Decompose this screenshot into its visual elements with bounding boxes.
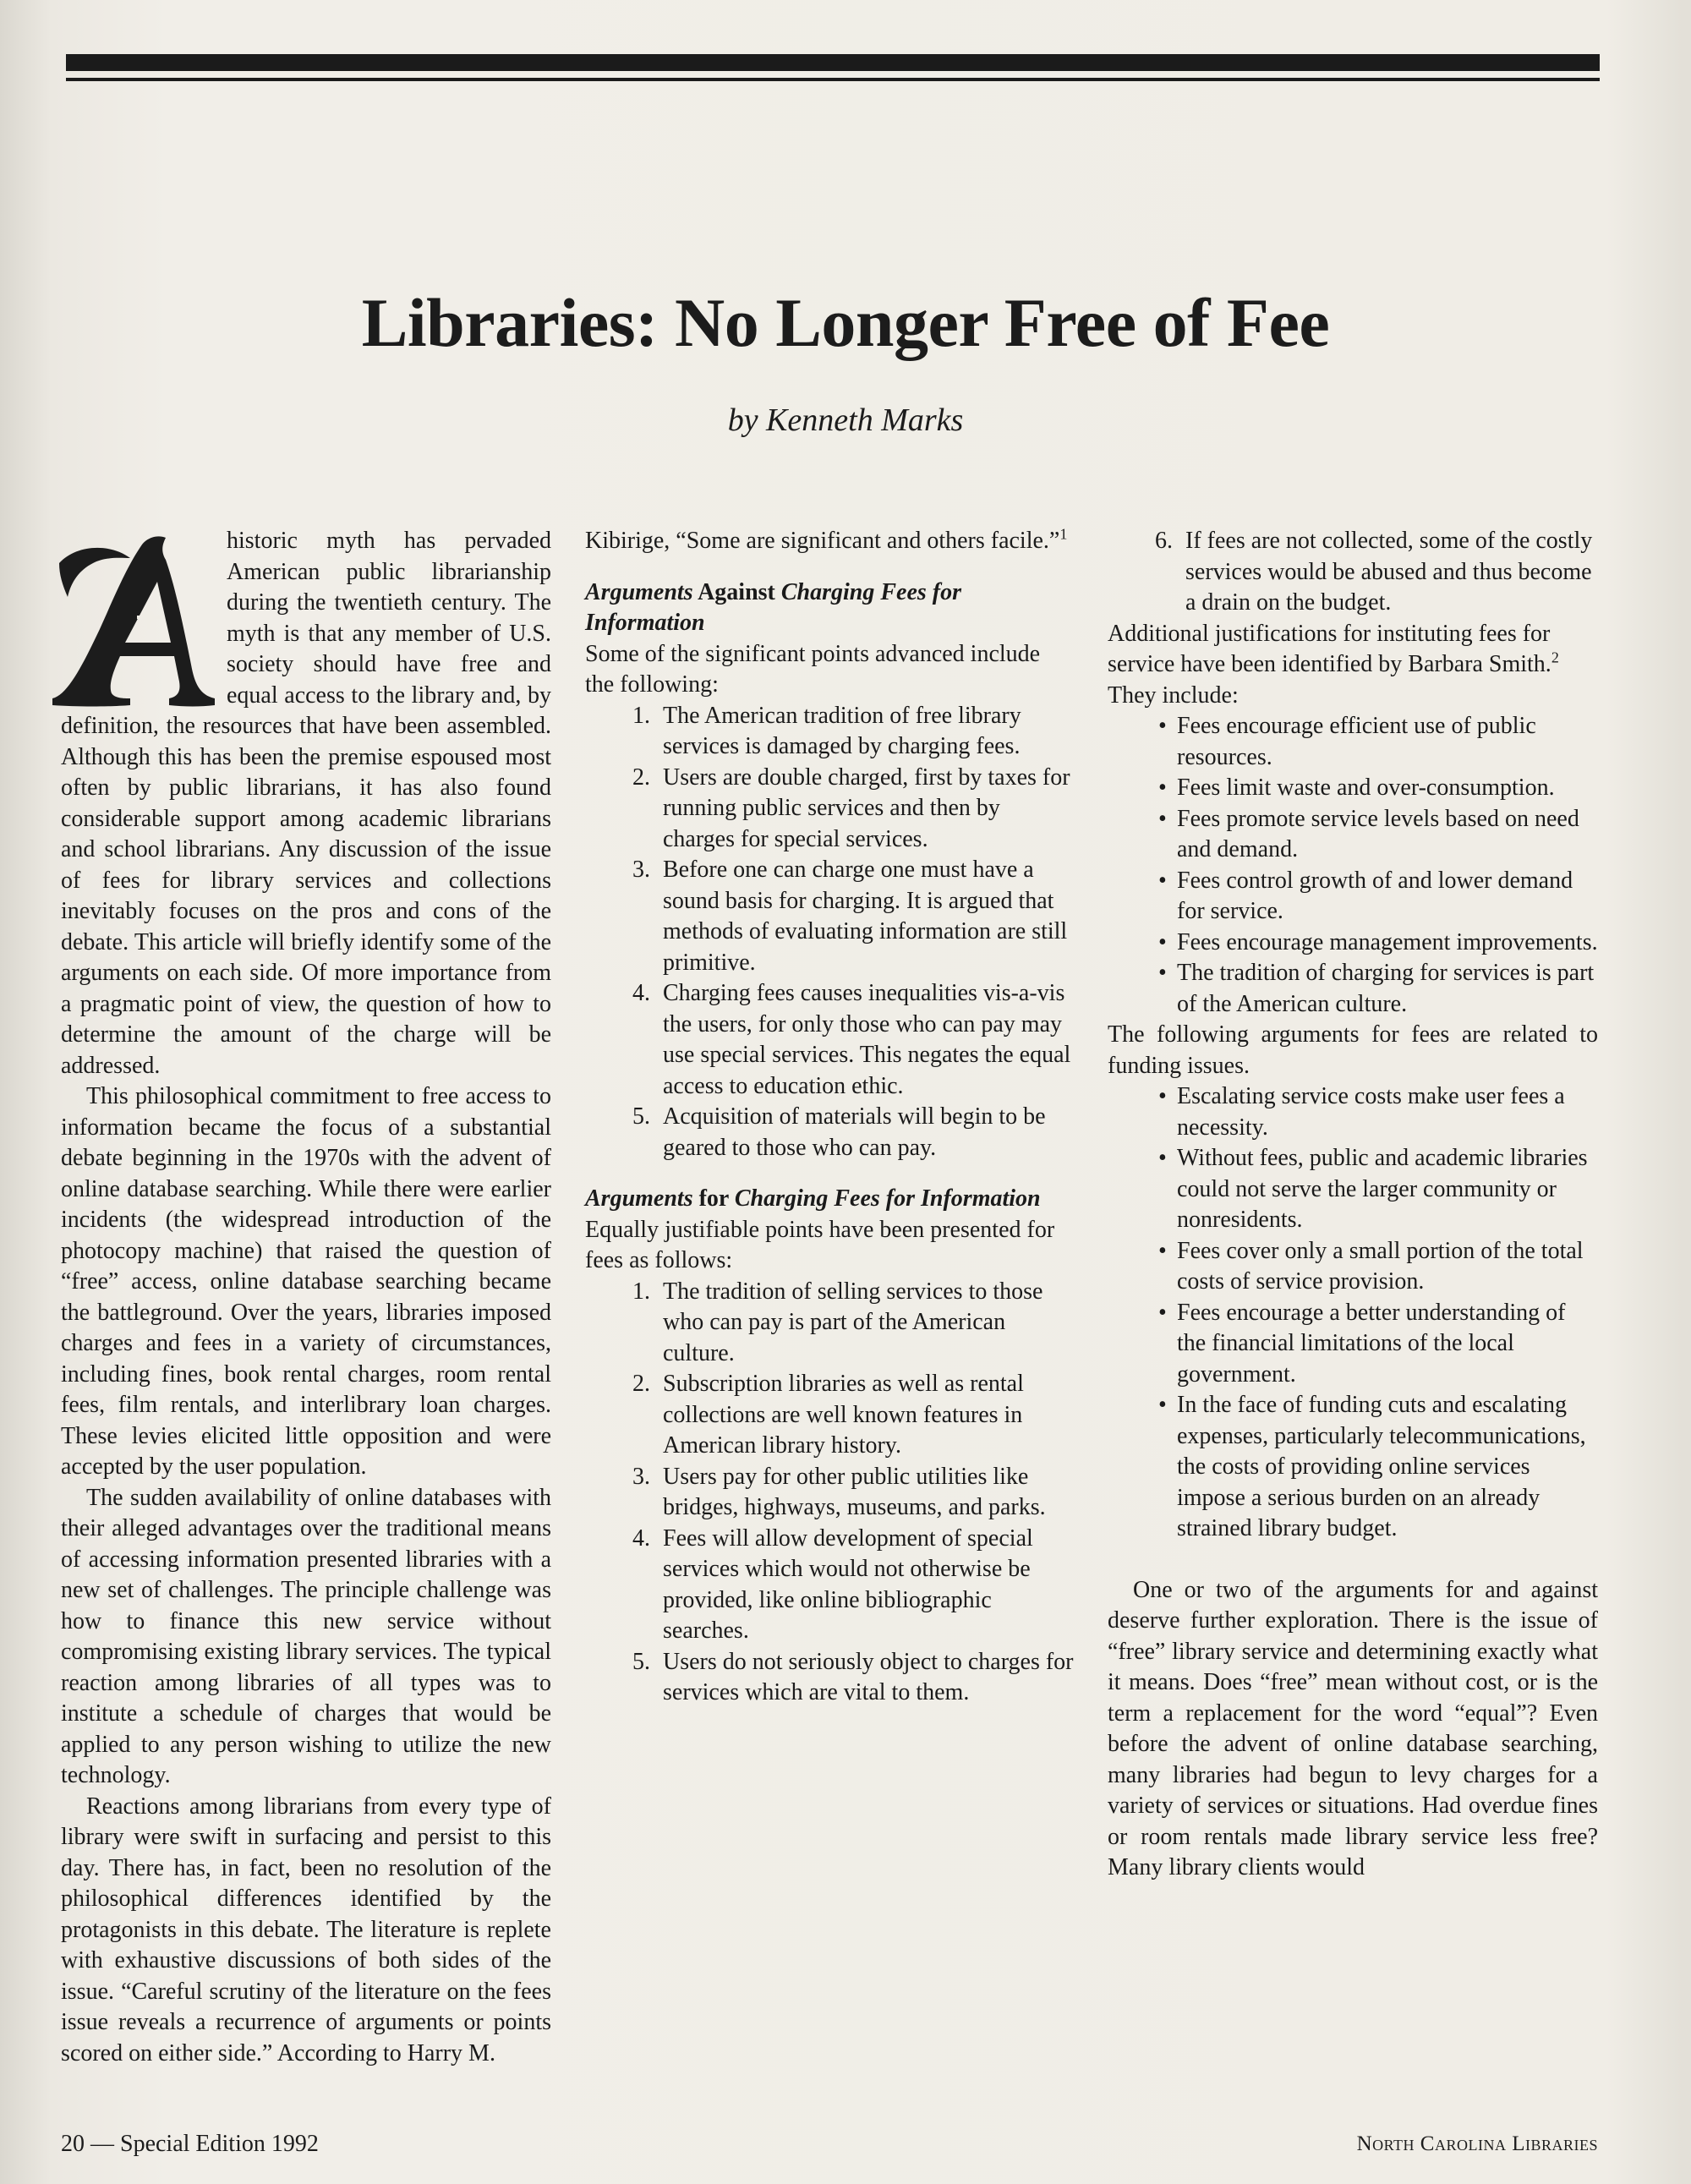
heading-arguments-for: Arguments for Charging Fees for Information	[585, 1185, 1041, 1212]
smith-list-item	[1108, 866, 1598, 928]
header-rule-thin	[66, 78, 1600, 81]
for-list-item	[585, 1369, 1074, 1462]
list-number: 2.	[632, 1371, 650, 1397]
paragraph-3: The sudden availability of online databases with their alleged advantages over the traditional means of accessing information presented libraries with a new set of challenges. The principle challenge was how to finance this new service without compromising existing library services. The typical reaction among libraries of all types was to institute a schedule of charges that would be applied to any person wishing to utilize the new technology.	[61, 1484, 551, 1788]
funding-intro: The following arguments for fees are related to funding issues.	[1108, 1021, 1598, 1079]
for-list-item	[585, 1277, 1074, 1370]
list-item-text: Users pay for other public utilities like bridges, highways, museums, and parks.	[663, 1463, 1046, 1520]
against-list-item	[585, 763, 1074, 856]
bullet-icon: •	[1158, 960, 1167, 986]
for-list-continued	[1108, 526, 1598, 619]
intro-paragraph: historic myth has pervaded American public librarianship during the twentieth century. The myth is that any member of U.S. society should have free and equal access to the library and, by definition, the resources that have been assembled. Although this has been the premise espoused most often by public librarians, it has also found considerable support among academic librarians and school librarians. Any discussion of the issue of fees for library services and collections inevitably focuses on the pros and cons of the debate. This article will briefly identify some of the arguments on each side. Of more importance from a pragmatic point of view, the question of how to determine the amount of the charge will be addressed.	[61, 528, 551, 1079]
bullet-icon: •	[1158, 713, 1167, 739]
for-list-item	[585, 1524, 1074, 1647]
article-title: Libraries: No Longer Free of Fee	[361, 284, 1330, 361]
list-item-text: In the face of funding cuts and escalating expenses, particularly telecommunications, the costs of providing online services impose a serious burden on an already strained library budget.	[1177, 1392, 1586, 1541]
smith-list-item	[1108, 928, 1598, 959]
list-item-text: Fees limit waste and over-consumption.	[1177, 775, 1555, 801]
list-number: 4.	[632, 980, 650, 1006]
footer-page-info: 20 — Special Edition 1992	[61, 2131, 319, 2157]
bullet-icon: •	[1158, 775, 1167, 801]
column-2	[585, 526, 1074, 1709]
bullet-icon: •	[1158, 1392, 1167, 1418]
list-number: 4.	[632, 1524, 650, 1552]
article-byline: by Kenneth Marks	[727, 402, 964, 438]
closing-paragraph: One or two of the arguments for and against deserve further exploration. There is the issue of “free” library service and determining exactly what it means. Does “free” mean without cost, or is the term a replacement for the word “equal”? Even before the advent of online database searching, many libraries had begun to levy charges for a variety of services or situations. Had overdue fines or room rentals made library service less free? Many library clients would	[1108, 1576, 1598, 1880]
list-number: 5.	[632, 1648, 650, 1675]
smith-list	[1108, 711, 1598, 1020]
bullet-icon: •	[1158, 867, 1167, 894]
against-list-item	[585, 978, 1074, 1102]
list-item-text: Charging fees causes inequalities vis-a-vis the users, for only those who can pay may use special services. This negates the equal access to education ethic.	[663, 980, 1071, 1099]
list-item-text: Before one can charge one must have a sound basis for charging. It is argued that methods of evaluating information are still primitive.	[663, 857, 1068, 976]
list-item-text: Fees control growth of and lower demand for service.	[1177, 867, 1573, 924]
list-item-text: The American tradition of free library services is damaged by charging fees.	[663, 702, 1021, 759]
list-number: 3.	[632, 857, 650, 883]
list-item-text: Without fees, public and academic libraries could not serve the larger community or nonresidents.	[1177, 1145, 1588, 1233]
against-list-item	[585, 701, 1074, 763]
footnote-ref-1: 1	[1059, 525, 1068, 543]
for-list-item	[585, 1647, 1074, 1709]
paragraph-4-text: Reactions among librarians from every type of library were swift in surfacing and persist to this day. There has, in fact, been no resolution of the philosophical differences identified by the protagonists in this debate. The literature is replete with exhaustive discussions of both sides of the issue. “Careful scrutiny of the literature on the fees issue reveals a recurrence of arguments or points scored on either side.” According to Harry M.	[61, 1793, 551, 2066]
list-item-text: Fees cover only a small portion of the total costs of service provision.	[1177, 1237, 1584, 1295]
smith-list-item	[1108, 804, 1598, 866]
list-item-text: Fees encourage efficient use of public resources.	[1177, 713, 1536, 770]
smith-list-item	[1108, 711, 1598, 773]
funding-list-item	[1108, 1390, 1598, 1545]
bullet-icon: •	[1158, 928, 1167, 955]
for-list-item	[1108, 526, 1598, 619]
bullet-icon: •	[1158, 805, 1167, 832]
list-number: 2.	[632, 764, 650, 791]
column-3	[1108, 526, 1598, 1884]
list-number: 1.	[632, 702, 650, 729]
header-rule-thick	[66, 54, 1600, 71]
smith-list-item	[1108, 958, 1598, 1020]
for-list	[585, 1277, 1074, 1709]
list-item-text: Fees encourage a better understanding of the financial limitations of the local government.	[1177, 1299, 1566, 1388]
list-number: 6.	[1155, 528, 1173, 554]
column-1	[61, 526, 551, 2069]
drop-cap-a-icon	[42, 529, 220, 710]
list-item-text: Users do not seriously object to charges for services which are vital to them.	[663, 1648, 1074, 1705]
list-number: 3.	[632, 1463, 650, 1490]
list-item-text: The tradition of selling services to those who can pay is part of the American culture.	[663, 1278, 1043, 1366]
list-item-text: Fees encourage management improvements.	[1177, 928, 1598, 955]
against-list	[585, 701, 1074, 1164]
list-item-text: Fees will allow development of special services which would not otherwise be provided, like online bibliographic searches.	[663, 1524, 1033, 1644]
for-list-continued-items	[1108, 526, 1598, 619]
smith-intro: Additional justifications for instituting fees for service have been identified by Barbara Smith.$^2$ They include:	[1108, 620, 1559, 709]
paragraph-4	[61, 1792, 551, 2070]
list-number: 5.	[632, 1103, 650, 1130]
funding-list-item	[1108, 1298, 1598, 1391]
bullet-icon: •	[1158, 1083, 1167, 1109]
list-number: 1.	[632, 1278, 650, 1305]
funding-list-item	[1108, 1236, 1598, 1298]
funding-list-item	[1108, 1143, 1598, 1236]
bullet-icon: •	[1158, 1237, 1167, 1264]
list-item-text: Fees promote service levels based on need and demand.	[1177, 805, 1579, 862]
against-list-item	[585, 855, 1074, 978]
smith-list-item	[1108, 773, 1598, 804]
footer-publication: North Carolina Libraries	[1356, 2132, 1598, 2155]
for-intro: Equally justifiable points have been presented for fees as follows:	[585, 1216, 1055, 1273]
against-list-item	[585, 1102, 1074, 1163]
footnote-ref-2: 2	[1551, 649, 1559, 666]
list-item-text: The tradition of charging for services is part of the American culture.	[1177, 960, 1595, 1017]
for-list-item	[585, 1462, 1074, 1524]
against-intro: Some of the significant points advanced include the following:	[585, 640, 1041, 698]
list-item-text: Acquisition of materials will begin to be geared to those who can pay.	[663, 1103, 1046, 1161]
paragraph-2: This philosophical commitment to free access to information became the focus of a substantial debate beginning in the 1970s with the advent of online database searching. While there were earlier incidents (the widespread introduction of the photocopy machine) that raised the question of “free” access, online database searching became the battleground. Over the years, libraries imposed charges and fees in a variety of circumstances, including fines, book rental charges, room rental fees, film rentals, and interlibrary loan charges. These levies elicited little opposition and were accepted by the user population.	[61, 1083, 551, 1480]
list-item-text: Subscription libraries as well as rental collections are well known features in American library history.	[663, 1371, 1024, 1459]
heading-arguments-against: Arguments Against Charging Fees for Information	[585, 578, 962, 636]
bullet-icon: •	[1158, 1299, 1167, 1326]
paragraph-4-continued: Kibirige, “Some are significant and others facile.”$^1$	[585, 525, 1068, 554]
list-item-text: Escalating service costs make user fees a necessity.	[1177, 1083, 1565, 1141]
bullet-icon: •	[1158, 1145, 1167, 1171]
list-item-text: If fees are not collected, some of the costly services would be abused and thus become a drain on the budget.	[1185, 528, 1593, 616]
list-item-text: Users are double charged, first by taxes for running public services and then by charges for special services.	[663, 764, 1070, 852]
funding-list-item	[1108, 1081, 1598, 1143]
funding-list	[1108, 1081, 1598, 1545]
